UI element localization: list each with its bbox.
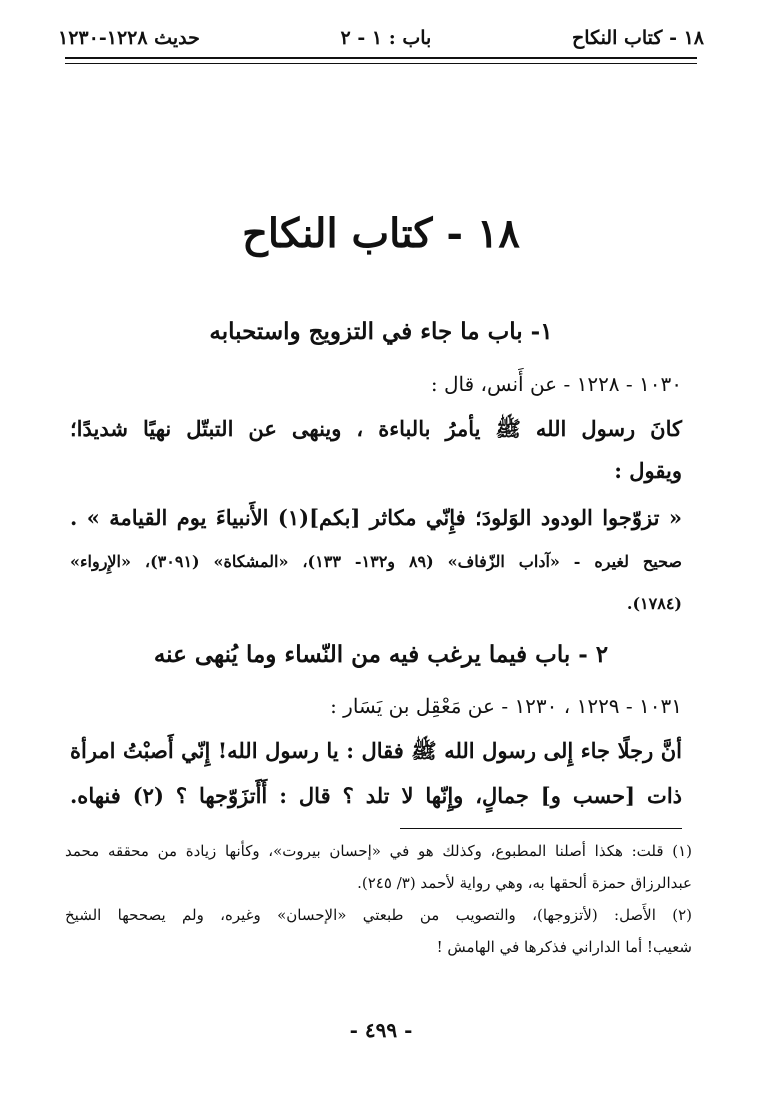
grading-line: صحيح لغيره - «آداب الزّفاف» (٨٩ و١٣٢- ١٣٣)، «المشكاة» (٣٠٩١)، «الإِرواء» [70, 552, 683, 571]
footnote-line: (١) قلت: هكذا أصلنا المطبوع، وكذلك هو في «إحسان بيروت»، وكأنها زيادة من محققه محمد [65, 842, 692, 860]
footnote-line: (٢) الأَصل: (لأتزوجها)، والتصويب من طبعتي «الإحسان» وغيره، ولم يصححها الشيخ [65, 906, 692, 924]
hadith-text-line: ويقول : [614, 458, 682, 483]
header-chapters: باب : ١ - ٢ [340, 27, 432, 49]
header-hadith-range: حديث ١٢٢٨-١٢٣٠ [58, 27, 200, 49]
footnote-rule [400, 828, 682, 829]
grading-line: (١٧٨٤). [626, 594, 682, 613]
running-header [58, 20, 704, 56]
hadith-header-1: ١٠٣٠ - ١٢٢٨ - عن أَنس، قال : [430, 372, 682, 396]
header-book-title: ١٨ - كتاب النكاح [572, 27, 704, 49]
hadith-text-line: كانَ رسول الله ﷺ يأمرُ بالباءة ، وينهى عن التبتّل نهيًا شديدًا؛ [70, 416, 682, 441]
hadith-text-line: ذات [حسب و] جمالٍ، وإِنّها لا تلد ؟ قال : أَأَتزَوّجها ؟ (٢) فنهاه. [70, 783, 683, 808]
hadith-header-2: ١٠٣١ - ١٢٢٩ ، ١٢٣٠ - عن مَعْقِل بن يَسَار : [330, 694, 682, 718]
book-title: ١٨ - كتاب النكاح [242, 210, 520, 257]
header-rule-thick [65, 57, 697, 59]
hadith-text-line: أنَّ رجلًا جاء إِلى رسول الله ﷺ فقال : يا رسول الله! إِنّي أَصبْتُ امرأة [70, 738, 682, 763]
header-rule-thin [65, 63, 697, 64]
chapter-title-2: ٢ - باب فيما يرغب فيه من النّساء وما يُنهى عنه [153, 641, 609, 668]
page-number: - ٤٩٩ - [349, 1018, 413, 1042]
chapter-title-1: ١- باب ما جاء في التزويج واستحبابه [209, 318, 553, 345]
footnote-line: عبدالرزاق حمزة ألحقها به، وهي رواية لأحمد (٣/ ٢٤٥). [357, 874, 692, 892]
footnote-line: شعيب! أما الداراني فذكرها في الهامش ! [436, 938, 692, 956]
hadith-text-line: « تزوّجوا الودود الوَلودَ؛ فإِنّي مكاثر [بكم](١) الأَنبياءَ يوم القيامة » . [70, 505, 683, 530]
